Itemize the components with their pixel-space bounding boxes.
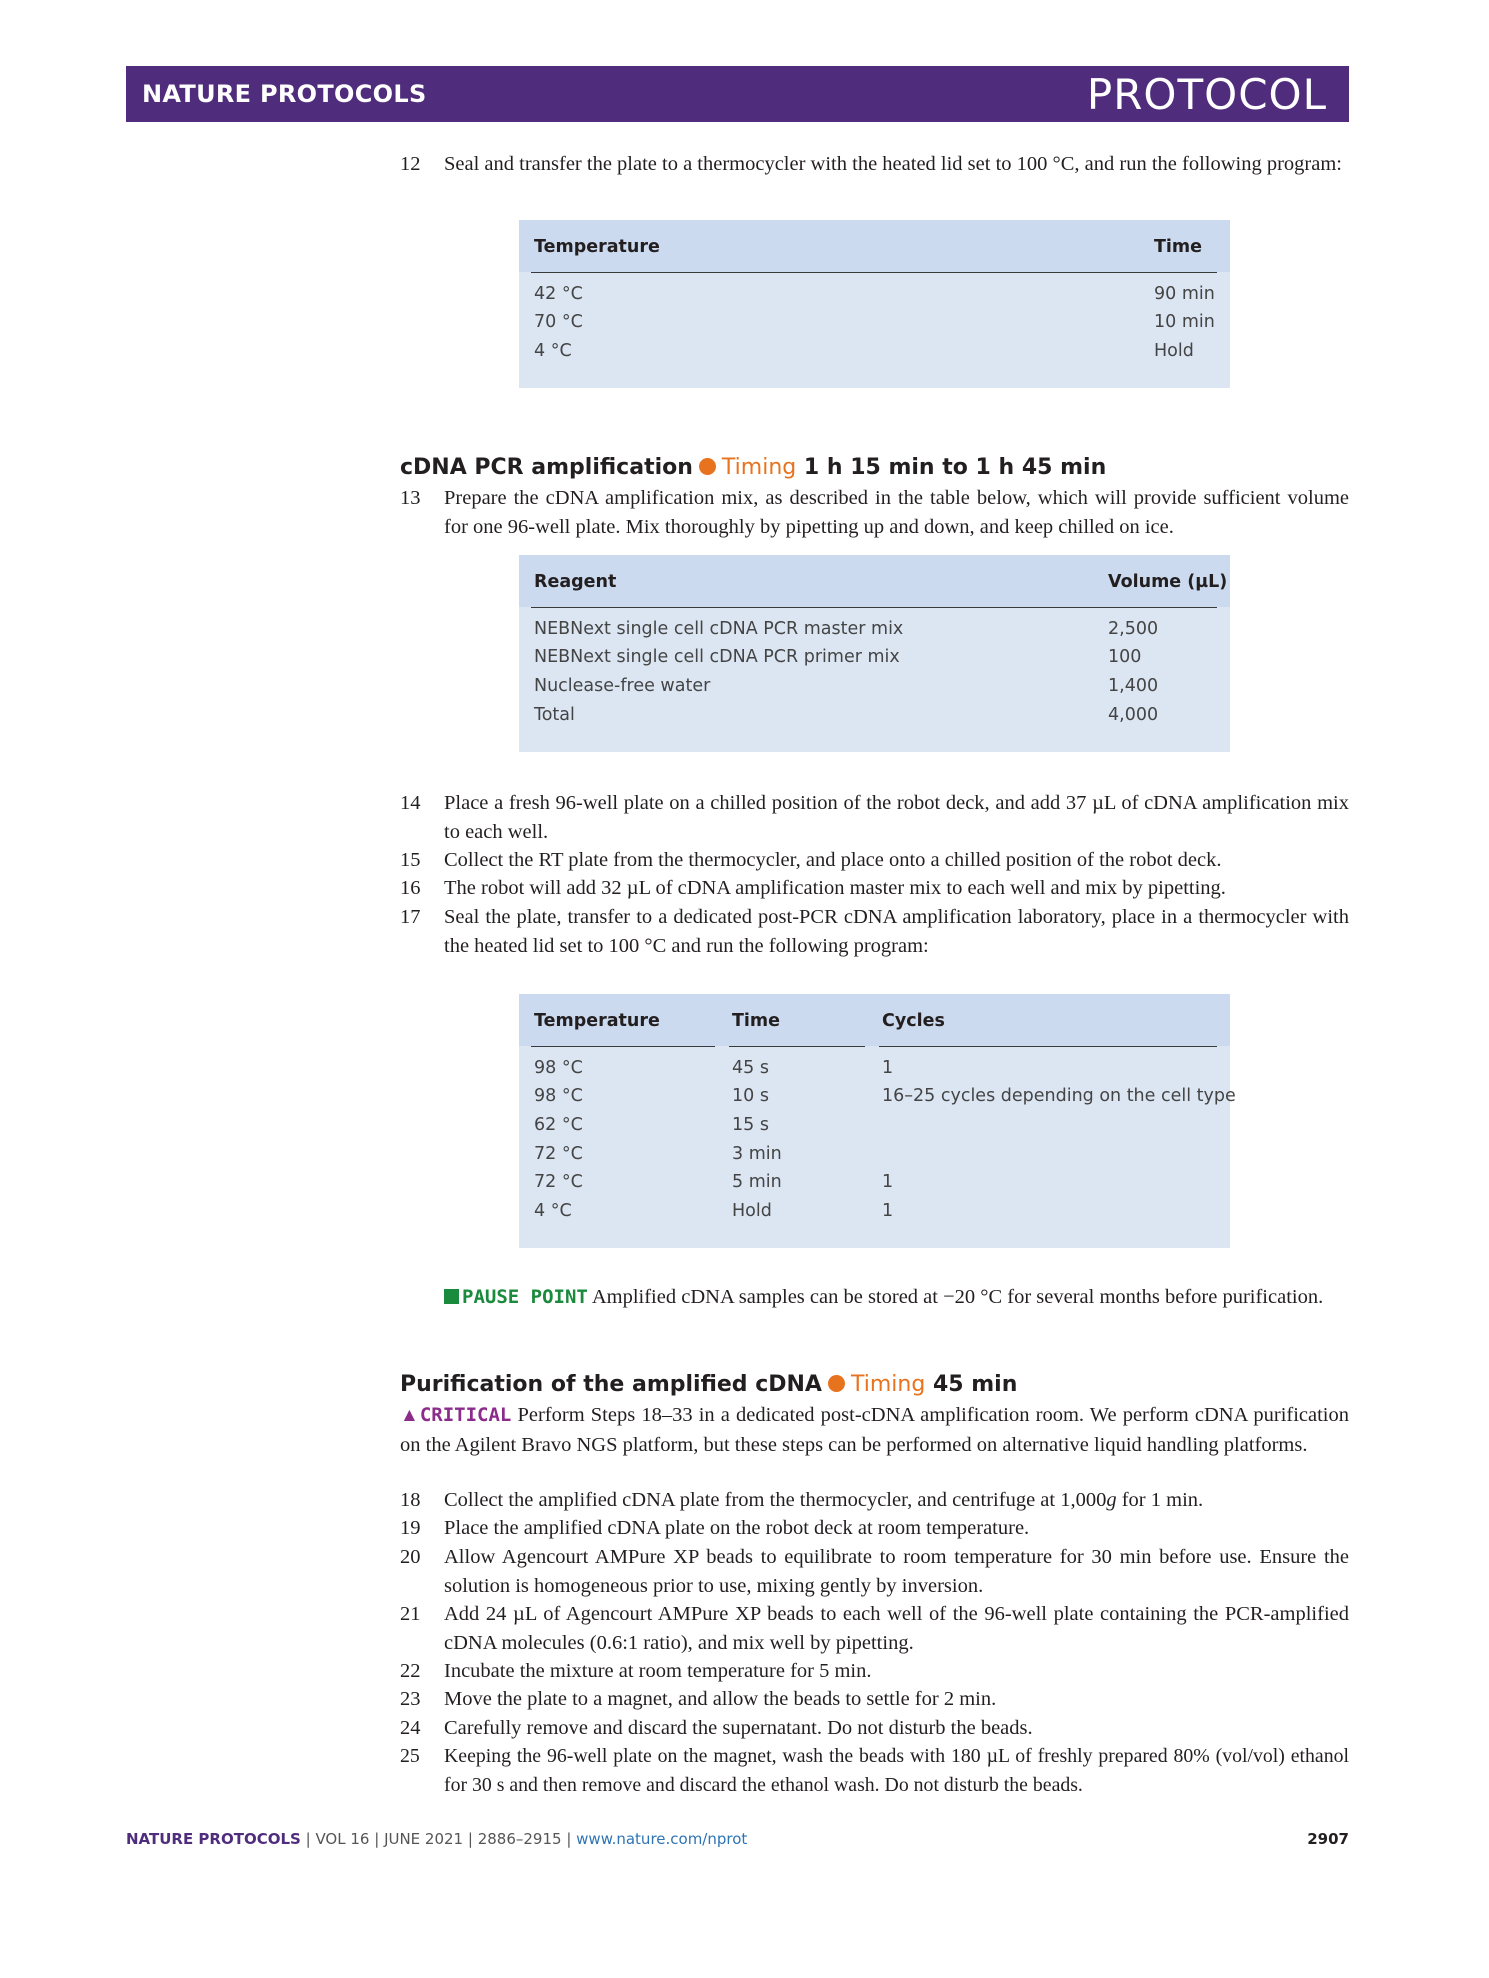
- article-type: PROTOCOL: [1086, 70, 1327, 119]
- reagent-cell: Nuclease-free water: [534, 676, 711, 696]
- section-heading-cdna-pcr: [400, 455, 1106, 480]
- pcr-program-table: [519, 994, 1236, 1248]
- step-21: [400, 1600, 1349, 1657]
- temp-cell: 72 °C: [534, 1172, 583, 1192]
- step-text: Keeping the 96-well plate on the magnet, wash the beads with 180 µL of freshly prepared 80% (vol/vol) ethanol for 30 s and then remove and discard the ethanol wash. Do not disturb the beads.: [444, 1745, 1349, 1796]
- step-number: 25: [400, 1745, 420, 1767]
- step-24: [400, 1714, 1349, 1743]
- step-19: [400, 1514, 1349, 1543]
- step-number: 17: [400, 906, 421, 928]
- journal-header-bar: [126, 66, 1349, 122]
- temp-cell: 42 °C: [534, 284, 583, 304]
- footer-url-link[interactable]: www.nature.com/nprot: [576, 1830, 748, 1848]
- temp-cell: 70 °C: [534, 312, 583, 332]
- step-text-part: Collect the amplified cDNA plate from the thermocycler, and centrifuge at 1,000: [444, 1489, 1107, 1511]
- critical-body: [400, 1401, 1349, 1459]
- step-number: 14: [400, 792, 421, 814]
- step-number: 12: [400, 153, 421, 175]
- step-25: [400, 1742, 1349, 1799]
- time-cell: 45 s: [732, 1058, 769, 1078]
- volume-cell: 1,400: [1108, 676, 1159, 696]
- step-number: 15: [400, 849, 421, 871]
- temp-cell: 72 °C: [534, 1144, 583, 1164]
- step-20: [400, 1543, 1349, 1600]
- reagent-cell: NEBNext single cell cDNA PCR master mix: [534, 619, 904, 639]
- footer-journal: NATURE PROTOCOLS: [126, 1830, 301, 1848]
- cycles-cell: 1: [882, 1058, 894, 1078]
- step-text-part: for 1 min.: [1116, 1489, 1204, 1511]
- timing-value: 45 min: [932, 1372, 1018, 1397]
- critical-note: [400, 1401, 1349, 1459]
- cycles-cell: 1: [882, 1201, 894, 1221]
- step-22: [400, 1657, 1349, 1686]
- step-number: 18: [400, 1489, 421, 1511]
- step-text: Allow Agencourt AMPure XP beads to equilibrate to room temperature for 30 min before use. Ensure the solution is homogeneous prior to use, mixing gently by inversion.: [444, 1546, 1349, 1597]
- step-number: 20: [400, 1546, 421, 1568]
- table-header: [519, 220, 1230, 272]
- cycles-cell: 1: [882, 1172, 894, 1192]
- footer-pages: 2886–2915: [477, 1830, 562, 1848]
- col-cycles-header: Cycles: [882, 1011, 945, 1031]
- time-cell: 3 min: [732, 1144, 782, 1164]
- volume-cell: 2,500: [1108, 619, 1159, 639]
- critical-text: Perform Steps 18–33 in a dedicated post-cDNA amplification room. We perform cDNA purification on the Agilent Bravo NGS platform, but these steps can be performed on alternative liquid handling platforms.: [400, 1404, 1350, 1456]
- step-16: [400, 874, 1349, 903]
- pause-point-text: Amplified cDNA samples can be stored at −20 °C for several months before purification.: [591, 1286, 1324, 1308]
- volume-cell: 4,000: [1108, 705, 1159, 725]
- page-footer: NATURE PROTOCOLS | VOL 16 | JUNE 2021 | 2886–2915 | www.nature.com/nprot 2907: [126, 1830, 1349, 1848]
- timing-label: Timing: [850, 1372, 926, 1397]
- temp-cell: 62 °C: [534, 1115, 583, 1135]
- footer-volume: VOL 16: [315, 1830, 370, 1848]
- time-cell: 10 min: [1154, 312, 1215, 332]
- step-text: Seal the plate, transfer to a dedicated post-PCR cDNA amplification laboratory, place in a thermocycler with the heated lid set to 100 °C and run the following program:: [444, 906, 1349, 957]
- journal-name: NATURE PROTOCOLS: [142, 80, 427, 108]
- step-text: Place a fresh 96-well plate on a chilled position of the robot deck, and add 37 µL of cDNA amplification mix to each well.: [444, 792, 1349, 843]
- header-rule: [729, 1046, 865, 1047]
- col-time-header: Time: [732, 1011, 781, 1031]
- table-header: [519, 994, 1230, 1046]
- temp-cell: 98 °C: [534, 1058, 583, 1078]
- section-heading-purification: [400, 1372, 1017, 1397]
- g-force-unit: g: [1106, 1489, 1117, 1511]
- col-temperature-header: Temperature: [534, 1011, 660, 1031]
- step-number: 22: [400, 1660, 421, 1682]
- step-text: [444, 1486, 1349, 1515]
- step-text: Add 24 µL of Agencourt AMPure XP beads to each well of the 96-well plate containing the PCR-amplified cDNA molecules (0.6:1 ratio), and mix well by pipetting.: [444, 1603, 1349, 1654]
- step-number: 23: [400, 1688, 421, 1710]
- section-title: Purification of the amplified cDNA: [400, 1372, 822, 1397]
- step-13: [400, 484, 1349, 541]
- step-15: [400, 846, 1349, 875]
- cycles-cell: 16–25 cycles depending on the cell type: [882, 1086, 1236, 1106]
- step-number: 13: [400, 487, 421, 509]
- reagent-cell: NEBNext single cell cDNA PCR primer mix: [534, 647, 900, 667]
- temp-cell: 98 °C: [534, 1086, 583, 1106]
- step-text: Incubate the mixture at room temperature for 5 min.: [444, 1660, 872, 1682]
- amplification-mix-table: [519, 555, 1230, 752]
- step-text: Prepare the cDNA amplification mix, as described in the table below, which will provide sufficient volume for one 96-well plate. Mix thoroughly by pipetting up and down, and keep chilled on ice.: [444, 487, 1349, 538]
- timing-label: Timing: [721, 455, 797, 480]
- header-rule: [531, 272, 1217, 273]
- footer-date: JUNE 2021: [384, 1830, 464, 1848]
- step-17: [400, 903, 1349, 960]
- col-reagent-header: Reagent: [534, 572, 617, 592]
- header-rule: [531, 607, 1217, 608]
- col-volume-header: Volume (µL): [1108, 572, 1228, 592]
- step-text: Collect the RT plate from the thermocycler, and place onto a chilled position of the robot deck.: [444, 849, 1222, 871]
- col-temperature-header: Temperature: [534, 237, 660, 257]
- step-number: 21: [400, 1603, 421, 1625]
- reagent-cell: Total: [534, 705, 575, 725]
- step-text: Seal and transfer the plate to a thermocycler with the heated lid set to 100 °C, and run the following program:: [444, 153, 1342, 175]
- header-rule: [531, 1046, 715, 1047]
- step-number: 16: [400, 877, 421, 899]
- pause-point-body: [444, 1283, 1349, 1312]
- critical-label: CRITICAL: [419, 1404, 512, 1426]
- time-cell: Hold: [732, 1201, 772, 1221]
- step-18: [400, 1486, 1349, 1515]
- time-cell: Hold: [1154, 341, 1194, 361]
- time-cell: 90 min: [1154, 284, 1215, 304]
- section-title: cDNA PCR amplification: [400, 455, 693, 480]
- table-header: [519, 555, 1230, 607]
- header-rule: [879, 1046, 1217, 1047]
- time-cell: 15 s: [732, 1115, 769, 1135]
- critical-triangle-icon: ▲: [400, 1405, 420, 1426]
- volume-cell: 100: [1108, 647, 1142, 667]
- timing-dot-icon: [828, 1375, 845, 1392]
- rt-program-table: [519, 220, 1230, 388]
- step-text: Place the amplified cDNA plate on the robot deck at room temperature.: [444, 1517, 1030, 1539]
- temp-cell: 4 °C: [534, 341, 572, 361]
- pause-point-label: PAUSE POINT: [462, 1286, 588, 1308]
- timing-dot-icon: [699, 458, 716, 475]
- step-12: [400, 150, 1349, 179]
- step-14: [400, 789, 1349, 846]
- step-text: Move the plate to a magnet, and allow the beads to settle for 2 min.: [444, 1688, 997, 1710]
- pause-point-note: [400, 1283, 1349, 1312]
- step-text: Carefully remove and discard the supernatant. Do not disturb the beads.: [444, 1717, 1033, 1739]
- step-number: 24: [400, 1717, 421, 1739]
- time-cell: 5 min: [732, 1172, 782, 1192]
- step-23: [400, 1685, 1349, 1714]
- step-number: 19: [400, 1517, 421, 1539]
- step-text: The robot will add 32 µL of cDNA amplification master mix to each well and mix by pipetting.: [444, 877, 1226, 899]
- time-cell: 10 s: [732, 1086, 769, 1106]
- col-time-header: Time: [1154, 237, 1203, 257]
- temp-cell: 4 °C: [534, 1201, 572, 1221]
- page-number: 2907: [1307, 1830, 1349, 1848]
- pause-point-icon: [444, 1289, 459, 1304]
- timing-value: 1 h 15 min to 1 h 45 min: [803, 455, 1107, 480]
